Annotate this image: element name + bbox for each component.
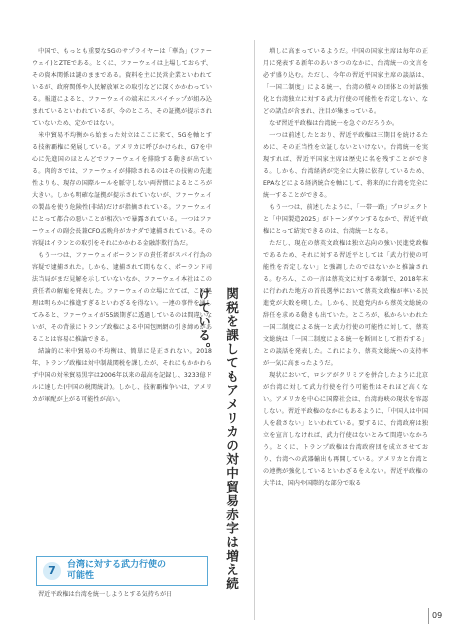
section-heading [36,556,208,586]
after-heading-paragraph: 習近平政権は台湾を統一しようとする気持ちが日 [38,591,173,598]
left-column [32,46,212,406]
right-paragraph-6: 現状において、ロシアがクリミアを併合したように北京が台湾に対して武力行使を行う可能性はそれほど高くない。アメリカを中心に国際社会は、台湾海峡の現状を容認しない。習近平政権のなかにもあるように、「中国人は中国人を殺さない」といわれている。要するに、台湾政府は独立を宣言しなければ、武力行使はないとみて間違いなかろう。とくに、トランプ政権は台湾政府団を成立させており、台湾への武器輸出も再開している。アメリカと台湾との連携が強化しているといわざるをえない。習近平政権の大半は、国内や国際的な部分で取る [263,372,428,487]
section-number: 7 [43,562,61,580]
section-title [67,560,202,582]
column-divider [254,40,255,620]
right-paragraph-1: 増しに高まっているようだ。中国の国家主席は毎年の正月に発表する新年のあいさつのなかに、台湾統一の文言を必ず盛り込む。ただし、今年の習近平国家主席の談話は、「一国二制度」による統一、台湾の積々の団体との対話強化と台湾独立に対する武力行使の可能性を否定しない、などの諸点が含まれ、注目が集まっている。 [263,48,428,115]
vertical-pull-quote: 関税を課してもアメリカの対中貿易赤字は増え続けている。 [196,287,239,591]
left-paragraph-1: 中国で、もっとも重要な5Gのサプライヤーは「華為」(ファーウェイ)とZTEである。とくに、ファーウェイは上場しておらず、その資本関係は謎のままである。資料を主に民営企業といわれているが、政府関係や人民解放軍との取引などに深くかかわっている。報道によると、ファーウェイの端末にスパイチップが組み込まれているといわれているが、今のところ、その証拠が提示されていないため、定かではない。 [32,48,212,127]
right-paragraph-2: なぜ習近平政権は台湾統一を急ぐのだろうか。 [269,120,399,127]
left-paragraph-3: もう一つは、ファーウェイボーランドの責任者がスパイ行為の容疑で逮捕された。しかも、逮捕されて間もなく、ポーランド司法当局がまだ見解を示していないなか、ファーウェイ本社はこの責任者の解雇を発表した。ファーウェイの立場に立てば、この処理は明らかに推進すぎるといわざるを得ない。一連の事件を通してみると、ファーウェイが55級期ぎに透過しているのは間違いないが、その背景にトランプ政権による中国包囲網の引き締めがあることは容易に推論できる。 [32,252,212,343]
section-title-line-1: 台湾に対する武力行使の [67,560,167,570]
section-title-line-2: 可能性 [67,571,95,581]
left-paragraph-4: 結論的に米中貿易の不均衡は、簡単に是正されない。2018年、トランプ政権は対中制裁関税を課したが、それにもかかわらず中国の対米貿易黒字は2006年以来の最高を記録し、3233億ドルに達した(中国の税関統計)。しかし、技術覇権争いは、アメリカが軍配が上がる可能性が高い。 [32,348,212,403]
right-paragraph-4: もう一つは、前述したように、「一帯一路」プロジェクトと「中国製造2025」がトーンダウンするなかで、習近平政権にとって結実できるのは、台湾統一となる。 [263,204,428,235]
right-paragraph-3: 一つは前述したとおり、習近平政権は三期目を続けるために、その正当性を立証しないといけない。台湾統一を実現すれば、習近平国家主席は歴史に名を残すことができる。しかも、台湾経済が完全に大陸に依存しているため、EPAなどによる経済統合を軸にして、将来的に台湾を完全に統一することができる。 [263,132,428,199]
left-paragraph-2: 米中貿易不均衡から始まった対立はここに来て、5Gを軸とする技術覇権に発展している。アメリカに呼びかけられ、G7を中心に先進国のほとんどでファーウェイを排除する動きが出ている。肉的さでは、ファーウェイが排除されるのはその技術の先進性よりも、現存の国際ルールを脈守しない両習慣によるところが大きい。しかも明確な証拠が提示されていないが、ファーウェイの製品を使う危険性(非結)だけが指摘されている。ファーウェイにとって都合の悪いことが相次いで暴露されている。一つはファーウェイの副会長兼CFO孟晩舟がカナダで逮捕されている。その容疑はイランとの取引をそれにかかわる金融詐欺行為だ。 [32,132,212,247]
after-heading-text [32,589,212,601]
page-number: 09 [428,608,448,624]
right-column [263,46,428,490]
right-paragraph-5: ただし、現在の蔡英文政権は独立志向の強い民進党政権であるため、それに対する習近平としては「武力行使の可能性を否定しない」と強調したのではないかと推論される。むろん、この一言は蔡英文に対する牽制で、2018年末に行われた地方の首長選挙において蔡英文政権が率いる民進党が大敗を喫した。しかも、民進党内から蔡英文総統の辞任を求める動きも出ていた。ところが、私からいわれた一国二制度による統一と武力行使の可能性に対して、蔡英文総統は「一国二制度による統一を断固として拒否する」との談話を発表した。これにより、蔡英文総統への支持率が一気に高まったようだ。 [263,240,428,367]
